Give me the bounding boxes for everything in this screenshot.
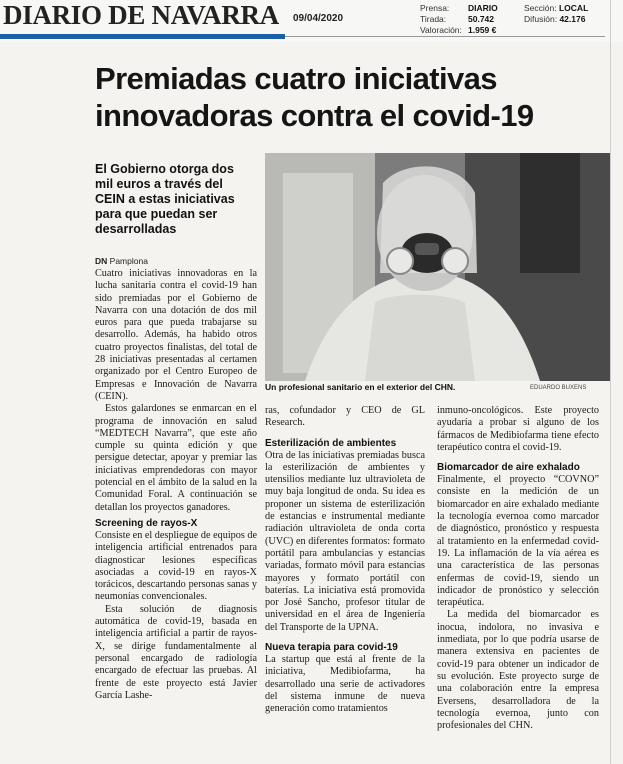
valoracion-value: 1.959 € [468,25,497,35]
article-photo [265,153,610,381]
paragraph: La medida del biomarcador es inocua, indolora, no invasiva e inmediata, por lo que podría usarse de manera extensiva en pacientes de covid-19 para obtener un indicador de su evolución. Este proyecto surge de una colaboración entre la empresa Eversens, desarrolladora de la tecnología evernoa, junto con profesionales del CHN. [437,609,599,732]
valoracion-label: Valoración: [420,25,462,35]
article-column-3 [437,405,599,732]
paragraph: inmuno-oncológicos. Este proyecto ayudaría a probar si alguno de los fármacos de Medibiofarma tiene efecto terapéutico contra el covid-19. [437,405,599,453]
section-heading: Biomarcador de aire exhalado [437,462,580,474]
article-column-2 [265,405,425,716]
meta-values-left [468,3,498,36]
paragraph: Cuatro iniciativas innovadoras en la lucha sanitaria contra el covid-19 han sido premiadas por el Gobierno de Navarra con una dotación de dos mil euros para que pueda trabajarse su desarrollo. Además, ha habido otros cuatro proyectos finalistas, del total de 28 iniciativas presentadas al certamen organizado por el Centro Europeo de Empresas e Innovación de Navarra (CEIN). [95,268,257,402]
difusion-label: Difusión: [524,14,558,24]
section-heading: Screening de rayos-X [95,517,198,529]
difusion-value: 42.176 [559,14,586,24]
paragraph: Esta solución de diagnosis automática de covid-19, basada en inteligencia artificial a partir de rayos-X, se dirige fundamentalmente al personal encargado de radiología encargado de efectuar las pruebas. Al frente de este proyecto está Javier García Lashe- [95,603,257,701]
tirada-label: Tirada: [420,14,447,24]
article-column-1 [95,268,257,702]
headline: Premiadas cuatro iniciativas innovadoras contra el covid-19 [95,61,534,133]
meta-labels-left [420,3,462,36]
photo-credit: EDUARDO BUXENS [530,385,587,391]
meta-labels-right [524,3,588,25]
publication-date: 09/04/2020 [293,13,344,24]
healthcare-worker-photo [265,153,610,381]
subheadline: El Gobierno otorga dos mil euros a través del CEIN a estas iniciativas para que puedan ser desarrolladas [95,162,235,236]
paragraph: Estos galardones se enmarcan en el programa de innovación en salud “MEDTECH Navarra”, que este año cumple su quinta edición y que persigue detectar, apoyar y premiar las iniciativas emprendedoras con mayor potencial en el ámbito de la salud en la Comunidad Foral. A continuación se detallan los proyectos ganadores. [95,403,257,513]
tirada-value: 50.742 [468,14,494,24]
masthead-rule [0,34,285,39]
paragraph: Finalmente, el proyecto “COVNO” consiste en la medición de un biomarcador en aire exhalado mediante la tecnología evernoa como marcador de diagnóstico, pronóstico y respuesta al tratamiento en la enfermedad covid-19. La inflamación de la vía aérea es una característica de las personas enfermas de covid-19, siendo un indicador de pronóstico y selección terapéutica. [437,474,599,609]
seccion-value: LOCAL [558,3,589,13]
paragraph: ras, cofundador y CEO de GL Research. [265,405,425,429]
paragraph: Consiste en el despliegue de equipos de inteligencia artificial entrenados para diagnosticar lesiones específicas asociadas a covid-19 en rayos-X torácicos, descartando personas sanas y neumonías convencionales. [95,529,257,603]
paragraph: La startup que está al frente de la iniciativa, Medibiofarma, ha desarrollado una serie de activadores del sistema inmune de nueva generación como tratamientos [265,654,425,715]
seccion-label: Sección: [524,3,557,13]
byline-source: DN [95,256,108,266]
clipping-header [0,0,623,42]
prensa-value: DIARIO [468,3,498,13]
header-divider [285,36,605,37]
paragraph: Otra de las iniciativas premiadas busca la esterilización de ambientes y utensilios mediante luz ultravioleta de muy baja longitud de onda. Su idea es proponer un sistema de esterilización de estancias e instrumental mediante radiación ultravioleta de onda corta (UVC) en diferentes formatos: formato portátil para ambulancias y estancias variadas, formato móvil para estancias mayores y formato portátil con baterías. La iniciativa está promovida por José Sancho, profesor titular de universidad en el área de Ingeniería del Transporte de la UPNA. [265,449,425,633]
photo-caption: Un profesional sanitario en el exterior del CHN. [265,382,456,392]
byline-place: Pamplona [109,256,148,266]
byline [95,256,148,266]
prensa-label: Prensa: [420,3,450,13]
page-edge-rule [610,0,611,764]
section-heading: Esterilización de ambientes [265,437,397,449]
section-heading: Nueva terapia para covid-19 [265,642,398,654]
masthead: DIARIO DE NAVARRA [3,0,279,30]
